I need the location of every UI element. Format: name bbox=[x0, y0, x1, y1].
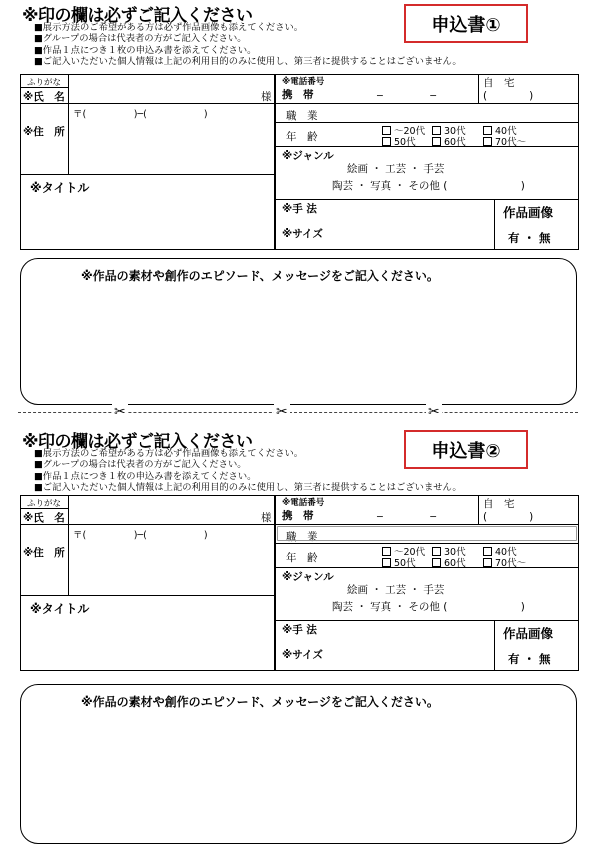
age-option[interactable]: 30代 bbox=[432, 544, 466, 558]
age-option[interactable]: 30代 bbox=[432, 123, 466, 137]
home-phone-field[interactable]: ( ) bbox=[483, 90, 534, 102]
genre-options-row-1[interactable]: 絵画 ・ 工芸 ・ 手芸 bbox=[347, 584, 445, 596]
size-label: ※サイズ bbox=[282, 228, 323, 240]
name-field[interactable] bbox=[69, 75, 274, 103]
phone-label: ※電話番号 bbox=[282, 498, 325, 508]
postal-code-field[interactable]: 〒( )─( ) bbox=[73, 109, 208, 120]
genre-label: ※ジャンル bbox=[282, 150, 334, 162]
name-label: ※氏 名 bbox=[23, 91, 65, 103]
technique-size-field[interactable] bbox=[331, 200, 493, 248]
job-label: 職 業 bbox=[286, 531, 318, 543]
name-label: ※氏 名 bbox=[23, 512, 65, 524]
age-option[interactable]: 50代 bbox=[382, 555, 416, 569]
message-box[interactable] bbox=[20, 684, 577, 844]
checkbox-icon bbox=[483, 558, 492, 567]
image-yes-no-options[interactable]: 有 ・ 無 bbox=[508, 231, 551, 245]
note-item: ■グループの場合は代表者の方がご記入ください。 bbox=[34, 459, 247, 471]
age-option[interactable]: 40代 bbox=[483, 544, 517, 558]
note-item: ■ご記入いただいた個人情報は上記の利用目的のみに使用し、第三者に提供することはございません。 bbox=[34, 482, 462, 494]
note-item: ■展示方法のご希望がある方は必ず作品画像も添えてください。 bbox=[34, 22, 304, 33]
age-option[interactable]: 60代 bbox=[432, 134, 466, 148]
form-number-badge: 申込書① bbox=[404, 4, 528, 43]
genre-options-row-2[interactable]: 陶芸 ・ 写真 ・ その他 ( ) bbox=[332, 601, 525, 613]
furigana-label: ふりがな bbox=[27, 499, 62, 509]
home-label: 自 宅 bbox=[483, 498, 515, 510]
mobile-field[interactable]: ─ ─ bbox=[377, 512, 436, 523]
technique-label: ※手 法 bbox=[282, 624, 317, 636]
form-number-badge: 申込書② bbox=[404, 430, 528, 469]
address-label: ※住 所 bbox=[23, 126, 65, 138]
note-item: ■ご記入いただいた個人情報は上記の利用目的のみに使用し、第三者に提供することはございません。 bbox=[34, 56, 462, 68]
required-fields-heading: ※印の欄は必ずご記入ください bbox=[22, 6, 253, 26]
note-item: ■作品１点につき１枚の申込み書を添えてください。 bbox=[34, 44, 257, 56]
job-field[interactable] bbox=[331, 104, 577, 121]
note-item: ■グループの場合は代表者の方がご記入ください。 bbox=[34, 33, 247, 45]
title-label: ※タイトル bbox=[30, 602, 90, 616]
sama-suffix: 様 bbox=[261, 512, 272, 524]
phone-label: ※電話番号 bbox=[282, 77, 325, 87]
message-prompt: ※作品の素材や創作のエピソード、メッセージをご記入ください。 bbox=[81, 269, 439, 283]
checkbox-icon bbox=[382, 558, 391, 567]
age-option[interactable]: 60代 bbox=[432, 555, 466, 569]
home-phone-field[interactable]: ( ) bbox=[483, 511, 534, 523]
address-field[interactable] bbox=[69, 119, 274, 173]
application-form-1 bbox=[0, 0, 600, 410]
entry-table bbox=[20, 74, 579, 250]
image-label: 作品画像 bbox=[503, 626, 554, 641]
name-field[interactable] bbox=[69, 496, 274, 524]
sama-suffix: 様 bbox=[261, 91, 272, 103]
application-form-2 bbox=[0, 426, 600, 836]
scissors-icon: ✂ bbox=[428, 404, 440, 420]
notes-list bbox=[34, 22, 462, 68]
title-field[interactable] bbox=[21, 193, 274, 248]
technique-size-field[interactable] bbox=[331, 621, 493, 669]
size-label: ※サイズ bbox=[282, 649, 323, 661]
age-label: 年 齢 bbox=[286, 552, 318, 564]
age-option[interactable]: 40代 bbox=[483, 123, 517, 137]
checkbox-icon bbox=[432, 137, 441, 146]
image-yes-no-options[interactable]: 有 ・ 無 bbox=[508, 652, 551, 666]
technique-label: ※手 法 bbox=[282, 203, 317, 215]
job-label: 職 業 bbox=[286, 110, 318, 122]
message-box[interactable] bbox=[20, 258, 577, 405]
note-item: ■展示方法のご希望がある方は必ず作品画像も添えてください。 bbox=[34, 448, 304, 459]
address-label: ※住 所 bbox=[23, 547, 65, 559]
notes-list bbox=[34, 448, 462, 494]
genre-label: ※ジャンル bbox=[282, 571, 334, 583]
genre-options-row-1[interactable]: 絵画 ・ 工芸 ・ 手芸 bbox=[347, 163, 445, 175]
entry-table bbox=[20, 495, 579, 671]
age-option[interactable]: ～20代 bbox=[382, 123, 425, 137]
postal-code-field[interactable]: 〒( )─( ) bbox=[73, 530, 208, 541]
age-label: 年 齢 bbox=[286, 131, 318, 143]
mobile-label: 携 帯 bbox=[282, 510, 314, 522]
age-option[interactable]: 70代～ bbox=[483, 134, 526, 148]
cut-line bbox=[18, 412, 578, 413]
age-option[interactable]: ～20代 bbox=[382, 544, 425, 558]
furigana-label: ふりがな bbox=[27, 78, 62, 88]
title-label: ※タイトル bbox=[30, 181, 90, 195]
title-field[interactable] bbox=[21, 614, 274, 669]
required-fields-heading: ※印の欄は必ずご記入ください bbox=[22, 432, 253, 452]
address-field[interactable] bbox=[69, 540, 274, 594]
mobile-field[interactable]: ─ ─ bbox=[377, 91, 436, 102]
age-option[interactable]: 70代～ bbox=[483, 555, 526, 569]
job-field[interactable] bbox=[277, 526, 577, 541]
scissors-icon: ✂ bbox=[114, 404, 126, 420]
checkbox-icon bbox=[382, 137, 391, 146]
checkbox-icon bbox=[483, 137, 492, 146]
mobile-label: 携 帯 bbox=[282, 89, 314, 101]
genre-options-row-2[interactable]: 陶芸 ・ 写真 ・ その他 ( ) bbox=[332, 180, 525, 192]
scissors-icon: ✂ bbox=[276, 404, 288, 420]
message-prompt: ※作品の素材や創作のエピソード、メッセージをご記入ください。 bbox=[81, 695, 439, 709]
home-label: 自 宅 bbox=[483, 77, 515, 89]
image-label: 作品画像 bbox=[503, 205, 554, 220]
checkbox-icon bbox=[432, 558, 441, 567]
note-item: ■作品１点につき１枚の申込み書を添えてください。 bbox=[34, 470, 257, 482]
age-option[interactable]: 50代 bbox=[382, 134, 416, 148]
